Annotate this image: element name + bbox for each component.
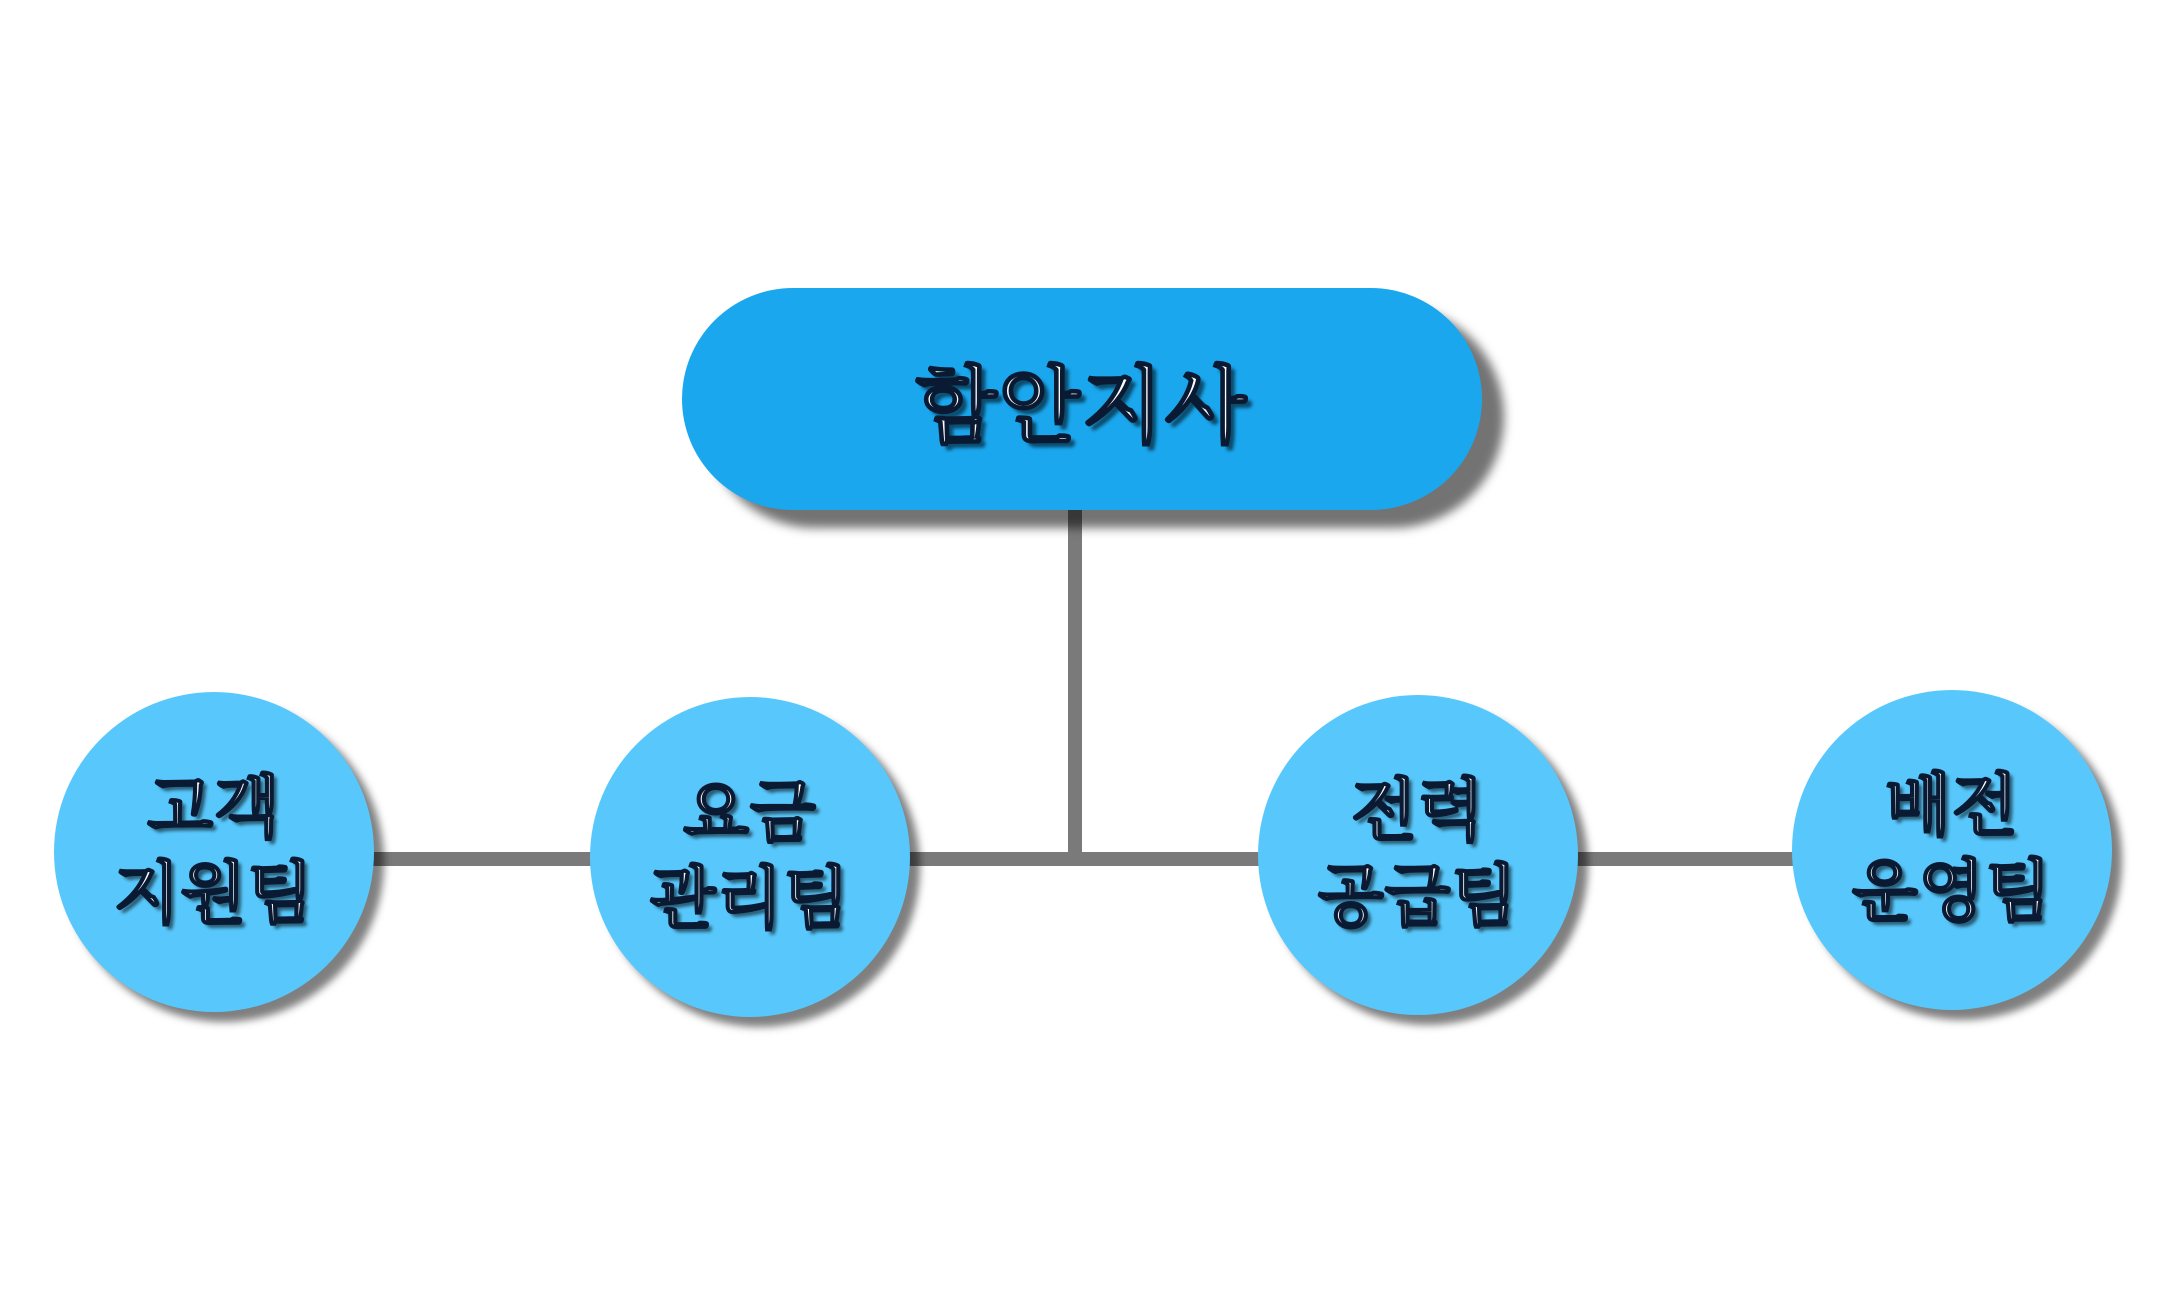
team-label-line2: 운영팀	[1851, 853, 2053, 932]
root-node	[682, 288, 1482, 510]
team-label-line2: 관리팀	[649, 860, 851, 939]
team-label-line2: 지원팀	[113, 855, 315, 934]
root-stem-connector	[1068, 508, 1082, 858]
team-label-line1: 요금	[683, 774, 817, 853]
team-node-power-supply	[1258, 695, 1578, 1015]
team-node-distribution	[1792, 690, 2112, 1010]
team-node-customer-support	[54, 692, 374, 1012]
team-label-line1: 전력	[1351, 772, 1485, 851]
root-label: 함안지사	[915, 356, 1249, 455]
team-label-line1: 고객	[147, 769, 281, 848]
team-bar-connector	[370, 852, 1810, 866]
team-label-line2: 공급팀	[1317, 858, 1519, 937]
team-label-line1: 배전	[1885, 767, 2019, 846]
team-node-billing	[590, 697, 910, 1017]
